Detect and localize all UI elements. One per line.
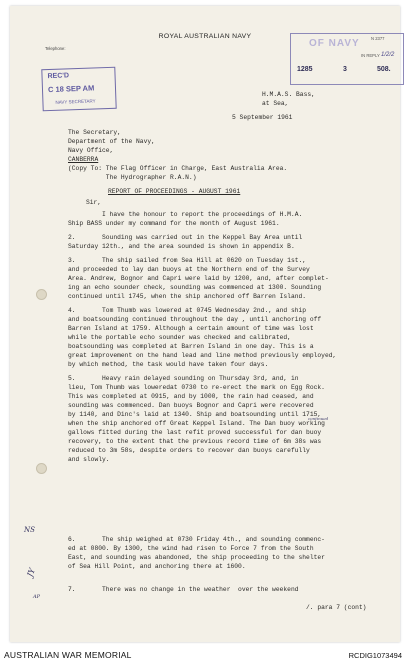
- file-stamp: [290, 33, 404, 85]
- address-line: Department of the Navy,: [68, 138, 155, 145]
- address-line: The Secretary,: [68, 129, 121, 136]
- sender-location: at Sea,: [262, 100, 289, 107]
- body-line: 2. Sounding was carried out in the Keppel Bay Area until: [68, 234, 303, 241]
- salutation: Sir,: [86, 199, 102, 206]
- body-line: of Sea Hill Point, and anchoring there at 1600.: [68, 563, 246, 570]
- document-page: [10, 6, 400, 642]
- body-line: and slowly.: [68, 456, 110, 463]
- body-line: This was completed at 0915, and by 1000, the rain had ceased, and: [68, 393, 314, 400]
- margin-note: NS: [24, 526, 35, 534]
- file-stamp-number-1: 1285: [297, 66, 313, 73]
- body-line: when the ship anchored off Great Keppel Island. The Dan buoy working: [68, 420, 325, 427]
- body-line: Saturday 12th., and the area sounded is shown in appendix B.: [68, 243, 295, 250]
- archive-footer: [0, 644, 408, 666]
- margin-note: JY: [25, 566, 37, 579]
- body-line: Barren Island at 1759. Although a certain amount of time was lost: [68, 325, 314, 332]
- body-line: Ship BASS under my command for the month of August 1961.: [68, 220, 280, 227]
- body-line: boatsounding was completed at Barren Island in one day. This is a: [68, 343, 314, 350]
- sender-ship: H.M.A.S. Bass,: [262, 91, 315, 98]
- punch-hole: [36, 289, 47, 300]
- handwritten-insert: continued: [308, 416, 329, 421]
- body-line: and proceeded to lay dan buoys at the Northern end of the Survey: [68, 266, 310, 273]
- letterhead-title: ROYAL AUSTRALIAN NAVY: [158, 33, 252, 40]
- body-line: gallows fitted during the last refit proved successful for dan buoy: [68, 429, 322, 436]
- received-stamp-top: REC'D: [47, 72, 70, 81]
- body-line: 4. Tom Thumb was lowered at 0745 Wednesday 2nd., and ship: [68, 307, 307, 314]
- report-subject: REPORT OF PROCEEDINGS - AUGUST 1961: [108, 188, 241, 195]
- body-line: 3. The ship sailed from Sea Hill at 0620 on Tuesday 1st.,: [68, 257, 307, 264]
- margin-note: AP: [33, 594, 40, 600]
- punch-hole: [36, 463, 47, 474]
- continuation-note: /. para 7 (cont): [306, 604, 367, 611]
- body-line: 7. There was no change in the weather over the weekend: [68, 586, 299, 593]
- body-line: while the portable echo sounder was checked and calibrated,: [68, 334, 291, 341]
- body-line: great improvement on the hand lead and line method previously employed,: [68, 352, 337, 359]
- body-line: lieu, Tom Thumb was loweredat 0730 to re-erect the mark on Egg Rock.: [68, 384, 325, 391]
- body-line: ing an echo sounder check, sounding was commenced at 1300. Sounding: [68, 284, 322, 291]
- body-line: by 1140, and Dinc's laid at 1340. Ship and boatsounding until 1715,: [68, 411, 322, 418]
- body-line: East, and sounding was abandoned, the ship proceeding to the shelter: [68, 554, 325, 561]
- address-line: The Hydrographer R.A.N.): [68, 174, 197, 181]
- address-line: Navy Office,: [68, 147, 114, 154]
- received-stamp-dept: NAVY SECRETARY: [55, 98, 96, 105]
- body-line: continued until 1745, when the ship anchored off Barren Island.: [68, 293, 307, 300]
- received-stamp: [41, 67, 116, 112]
- file-stamp-faint-text: OF NAVY: [309, 38, 360, 49]
- address-line: (Copy To: The Flag Officer in Charge, East Australia Area.: [68, 165, 288, 172]
- body-line: by which method, the task would have taken four days.: [68, 361, 269, 368]
- file-stamp-number-3: 508.: [377, 66, 391, 73]
- file-stamp-file-label: N 2377: [371, 36, 385, 41]
- footer-record-id: RCDIG1073494: [348, 651, 402, 660]
- file-stamp-handwritten: 1/2/2: [381, 52, 395, 58]
- body-line: Area. Andrew, Bognor and Capri were laid by 1200, and, after complet-: [68, 275, 329, 282]
- received-stamp-date: C 18 SEP AM: [47, 83, 95, 95]
- file-stamp-number-2: 3: [343, 66, 347, 73]
- telephone-label: Telephone:: [45, 46, 66, 51]
- letter-date: 5 September 1961: [232, 114, 293, 121]
- body-line: 6. The ship weighed at 0730 Friday 4th., and sounding commenc-: [68, 536, 325, 543]
- body-line: sounding was commenced. Dan buoys Bognor and Capri were recovered: [68, 402, 314, 409]
- body-line: and boatsounding continued throughout the day , until anchoring off: [68, 316, 322, 323]
- body-line: 5. Heavy rain delayed sounding on Thursday 3rd, and, in: [68, 375, 299, 382]
- body-line: reduced to 3m 58s, despite orders to recover dan buoys carefully: [68, 447, 310, 454]
- address-line: CANBERRA: [68, 156, 99, 163]
- body-line: recovery, to the extent that the previous record time of 6m 38s was: [68, 438, 322, 445]
- file-stamp-reply-label: IN REPLY: [361, 53, 380, 58]
- footer-institution: AUSTRALIAN WAR MEMORIAL: [4, 650, 132, 660]
- body-line: I have the honour to report the proceedings of H.M.A.: [102, 211, 303, 218]
- body-line: ed at 0800. By 1300, the wind had risen to Force 7 from the South: [68, 545, 314, 552]
